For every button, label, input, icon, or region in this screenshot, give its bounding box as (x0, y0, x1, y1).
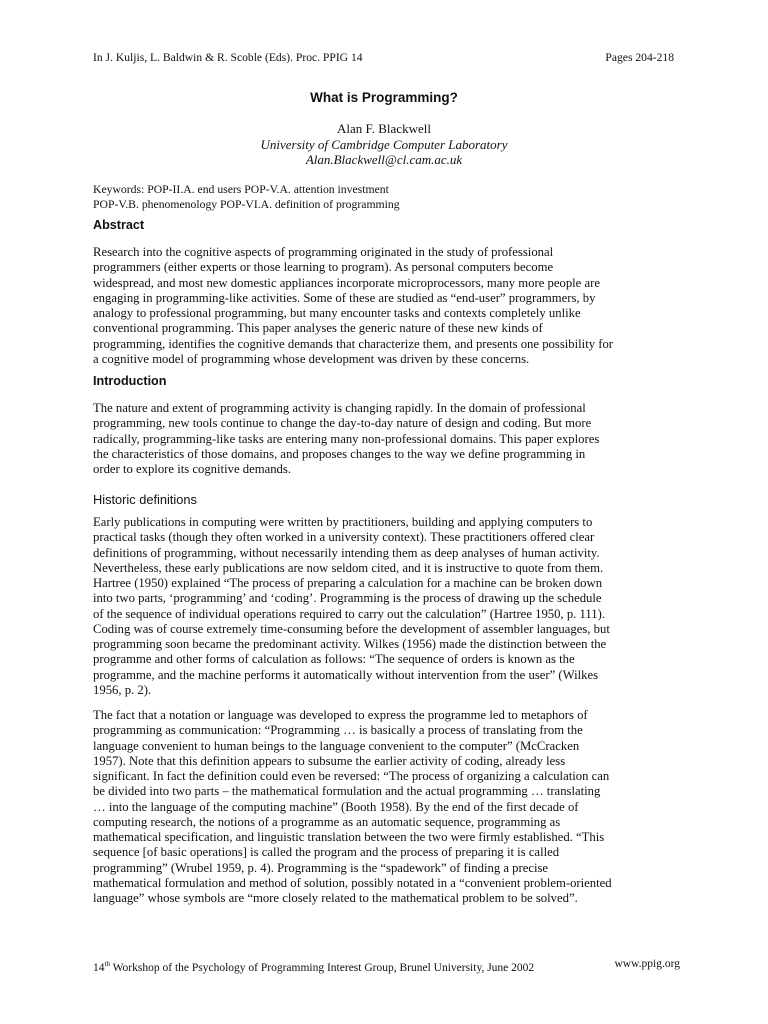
text-line: programme and other forms of calculation as follows: “The sequence of orders is known as the (93, 652, 575, 667)
text-line: language” whose symbols are “more closely related to the mathematical problem to be solved”. (93, 891, 578, 905)
text-line: a cognitive model of programming whose development was driven by these concerns. (93, 351, 530, 366)
text-line: into two parts, ‘programming’ and ‘coding’. Programming is the process of drawing up the schedule (93, 591, 602, 606)
text-line: programming soon became the predominant activity. Wilkes (1956) made the distinction between the (93, 637, 607, 651)
text-line: The fact that a notation or language was developed to express the programme led to metaphors of (93, 708, 588, 722)
introduction-paragraph (93, 401, 693, 477)
text-line: programming” (Wrubel 1959, p. 4). Programming is the “spadework” of finding a precise (93, 860, 549, 875)
text-line: mathematical formulation and method of solution, possibly notated in a “convenient problem-oriented (93, 875, 612, 890)
footer-ordinal: 14 (93, 962, 105, 974)
text-line: programme, and the machine performs it automatically without intervention from the user” (Wilkes (93, 667, 599, 682)
text-line: programmers (either experts or those learning to program). As personal computers become (93, 260, 554, 275)
historic-definitions-heading: Historic definitions (93, 492, 197, 507)
text-line: The nature and extent of programming activity is changing rapidly. In the domain of professional (93, 401, 586, 415)
footer-workshop-text: Workshop of the Psychology of Programming Interest Group, Brunel University, June 2002 (109, 962, 535, 974)
header-pages: Pages 204-218 (605, 51, 674, 64)
text-line: Coding was of course extremely time-consuming before the development of assembler languages, but (93, 621, 610, 636)
text-line: definitions of programming, without necessarily intending them as deep analyses of human activity. (93, 545, 600, 560)
footer-ordinal-suffix: th (104, 960, 110, 968)
text-line: Nevertheless, these early publications are now seldom cited, and it is instructive to quote from them. (93, 560, 604, 575)
text-line: significant. In fact the definition could even be reversed: “The process of organizing a calculation can (93, 769, 610, 783)
keywords (93, 183, 683, 212)
abstract-heading: Abstract (93, 218, 145, 232)
text-line: 1956, p. 2). (93, 682, 152, 697)
author-name: Alan F. Blackwell (337, 121, 431, 136)
paper-title: What is Programming? (310, 90, 458, 105)
keywords-line: POP-V.B. phenomenology POP-VI.A. definition of programming (93, 197, 400, 211)
text-line: programming, identifies the cognitive demands that characterize them, and presents one possibility for (93, 336, 614, 351)
text-line: analogy to professional programming, but many encounter tasks and contexts completely unlike (93, 306, 581, 320)
text-line: engaging in programming-like activities. Some of these are studied as “end-user” programmers, by (93, 290, 596, 305)
text-line: sequence [of basic operations] is called the program and the process of preparing it is called (93, 845, 560, 860)
introduction-heading: Introduction (93, 374, 167, 388)
abstract-paragraph (93, 245, 693, 367)
text-line: Hartree (1950) explained “The process of preparing a calculation for a machine can be broken down (93, 576, 603, 590)
text-line: computing research, the notions of a programme as an automatic sequence, programming as (93, 814, 561, 829)
text-line: of the sequence of individual operations required to carry out the calculation” (Hartree 1950, p. 111). (93, 606, 606, 621)
text-line: be divided into two parts – the mathematical formulation and the actual programming … translating (93, 784, 601, 799)
author-email: Alan.Blackwell@cl.cam.ac.uk (305, 152, 463, 167)
text-line: 1957). Note that this definition appears to subsume the earlier activity of coding, already less (93, 753, 566, 768)
author-affiliation: University of Cambridge Computer Laboratory (260, 136, 508, 152)
running-header (93, 51, 674, 65)
text-line: Early publications in computing were written by practitioners, building and applying computers to (93, 515, 593, 529)
keywords-line: Keywords: POP-II.A. end users POP-V.A. attention investment (93, 183, 389, 196)
text-line: widespread, and most new domestic appliances incorporate microprocessors, many more people are (93, 275, 600, 290)
text-line: Research into the cognitive aspects of programming originated in the study of professional (93, 245, 554, 259)
footer-url: www.ppig.org (614, 958, 680, 970)
text-line: order to explore its cognitive demands. (93, 462, 292, 476)
text-line: language convenient to human beings to the language convenient to the computer” (McCracken (93, 738, 580, 753)
text-line: programming as communication: “Programming … is basically a process of translating from the (93, 723, 583, 738)
text-line: conventional programming. This paper analyses the generic nature of these new kinds of (93, 321, 543, 336)
footer-workshop (93, 957, 534, 975)
text-line: practical tasks (though they often worked in a university context). These practitioners offered clear (93, 530, 595, 545)
text-line: radically, programming-like tasks are entering many non-professional domains. This paper explores (93, 431, 600, 446)
text-line: … into the language of the computing machine” (Booth 1958). By the end of the first decade of (93, 799, 579, 814)
text-line: programming, new tools continue to change the day-to-day nature of design and coding. But more (93, 416, 592, 431)
text-line: mathematical specification, and linguistic translation between the two were firmly established. “This (93, 830, 605, 844)
historic-paragraph-2 (93, 708, 693, 906)
historic-paragraph-1 (93, 515, 693, 698)
running-footer (93, 957, 680, 975)
header-citation: In J. Kuljis, L. Baldwin & R. Scoble (Eds). Proc. PPIG 14 (93, 51, 363, 64)
author-block (0, 121, 768, 168)
text-line: the characteristics of those domains, and proposes changes to the way we define programming in (93, 446, 586, 461)
